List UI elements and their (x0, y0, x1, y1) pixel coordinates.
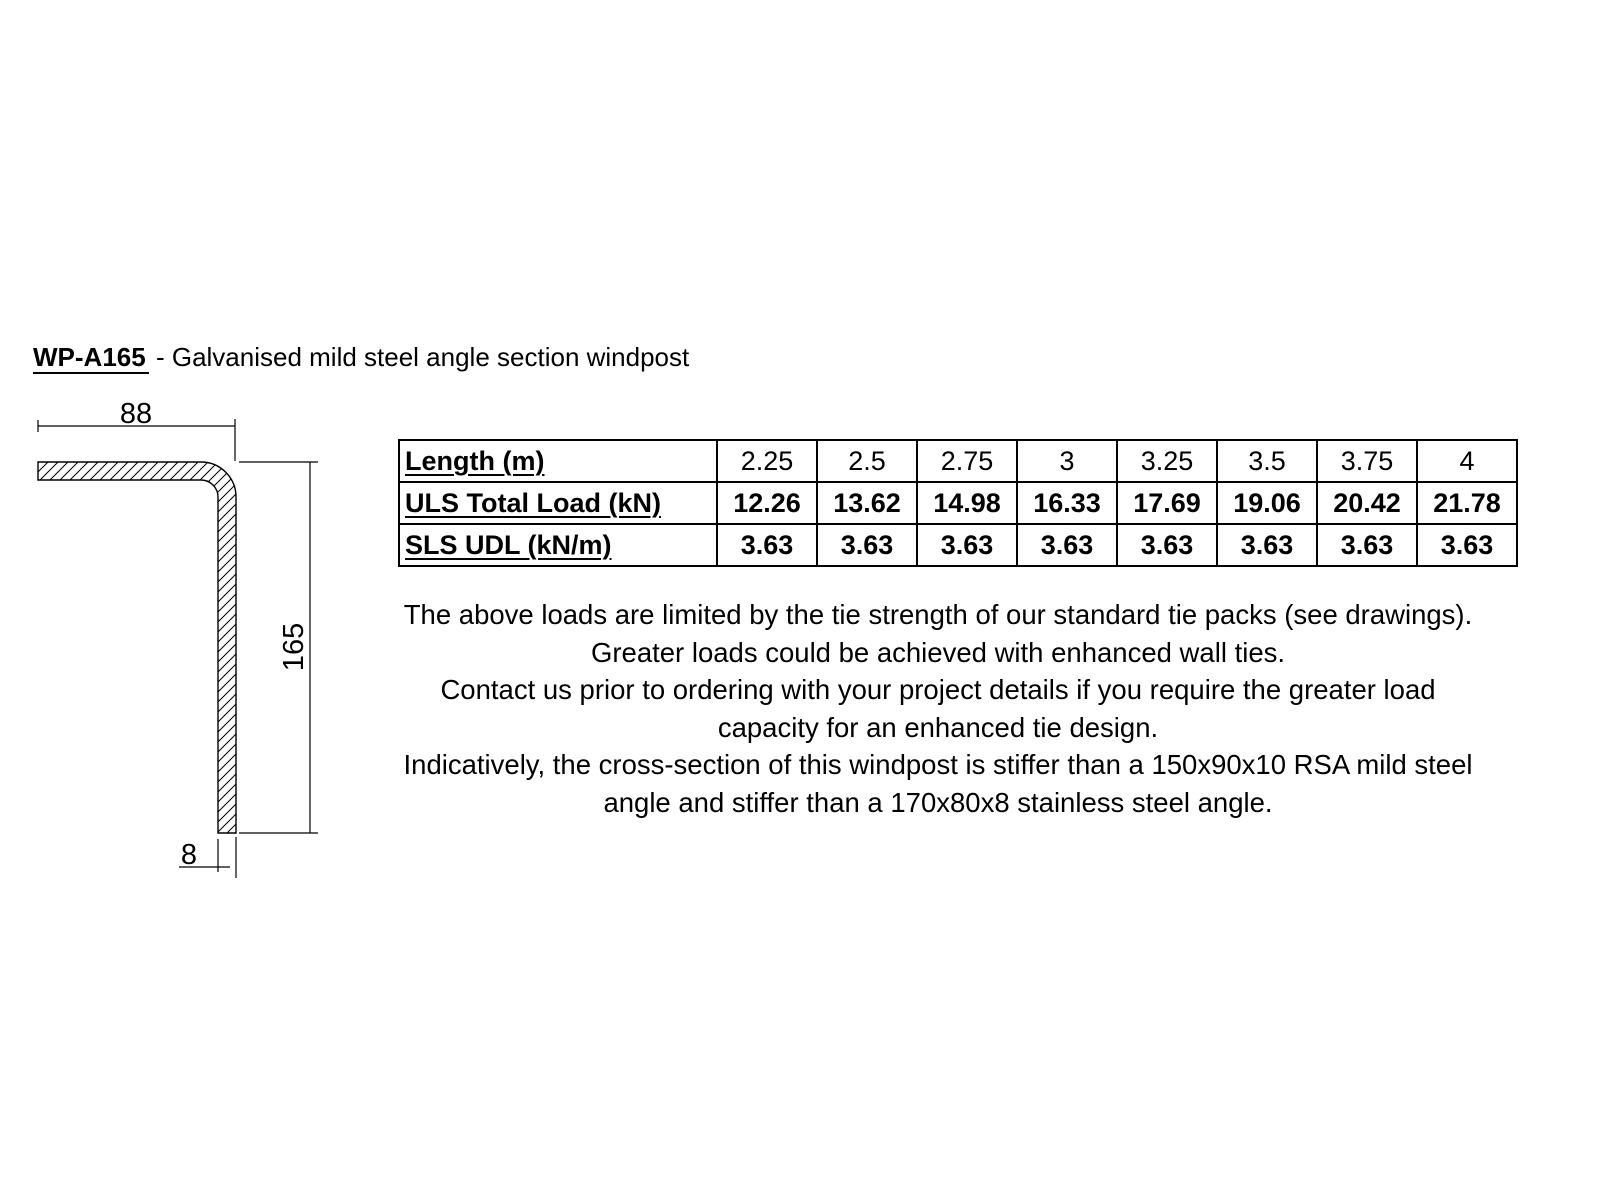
sls-value: 3.63 (1417, 524, 1517, 566)
dim-thickness-label: 8 (180, 839, 198, 871)
uls-value: 19.06 (1217, 482, 1317, 524)
uls-value: 21.78 (1417, 482, 1517, 524)
row-label-length: Length (m) (399, 440, 717, 482)
sls-value: 3.63 (817, 524, 917, 566)
uls-value: 17.69 (1117, 482, 1217, 524)
length-value: 2.75 (917, 440, 1017, 482)
dim-height-label: 165 (278, 622, 310, 672)
note-line: angle and stiffer than a 170x80x8 stainless steel angle. (603, 786, 1273, 818)
product-code: WP-A165 (33, 342, 149, 374)
uls-value: 13.62 (817, 482, 917, 524)
sls-value: 3.63 (1017, 524, 1117, 566)
row-label-sls: SLS UDL (kN/m) (399, 524, 717, 566)
table-row-length (399, 440, 1517, 482)
sls-value: 3.63 (917, 524, 1017, 566)
notes-paragraph (330, 596, 1546, 821)
length-value: 3.5 (1217, 440, 1317, 482)
loads-table (398, 439, 1518, 567)
note-line: capacity for an enhanced tie design. (717, 711, 1159, 743)
uls-value: 12.26 (717, 482, 817, 524)
angle-section-drawing (0, 380, 360, 900)
length-value: 3 (1017, 440, 1117, 482)
uls-value: 16.33 (1017, 482, 1117, 524)
uls-value: 14.98 (917, 482, 1017, 524)
table-row-sls (399, 524, 1517, 566)
table-row-uls (399, 482, 1517, 524)
row-label-uls: ULS Total Load (kN) (399, 482, 717, 524)
note-line: Greater loads could be achieved with enhanced wall ties. (590, 636, 1286, 668)
length-value: 3.75 (1317, 440, 1417, 482)
sls-value: 3.63 (1317, 524, 1417, 566)
sls-value: 3.63 (717, 524, 817, 566)
length-value: 3.25 (1117, 440, 1217, 482)
length-value: 4 (1417, 440, 1517, 482)
length-value: 2.25 (717, 440, 817, 482)
title-dash: - (155, 342, 165, 372)
sls-value: 3.63 (1117, 524, 1217, 566)
note-line: Indicatively, the cross-section of this windpost is stiffer than a 150x90x10 RSA mild steel (403, 749, 1473, 780)
dim-width-label: 88 (119, 398, 153, 430)
loads-table-container (398, 439, 1518, 567)
sls-value: 3.63 (1217, 524, 1317, 566)
page-title (33, 342, 689, 372)
title-description: Galvanised mild steel angle section windpost (171, 342, 690, 372)
length-value: 2.5 (817, 440, 917, 482)
note-line: The above loads are limited by the tie strength of our standard tie packs (see drawings). (403, 599, 1473, 630)
uls-value: 20.42 (1317, 482, 1417, 524)
note-line: Contact us prior to ordering with your project details if you require the greater load (440, 674, 1436, 705)
angle-section-shape (38, 462, 236, 833)
